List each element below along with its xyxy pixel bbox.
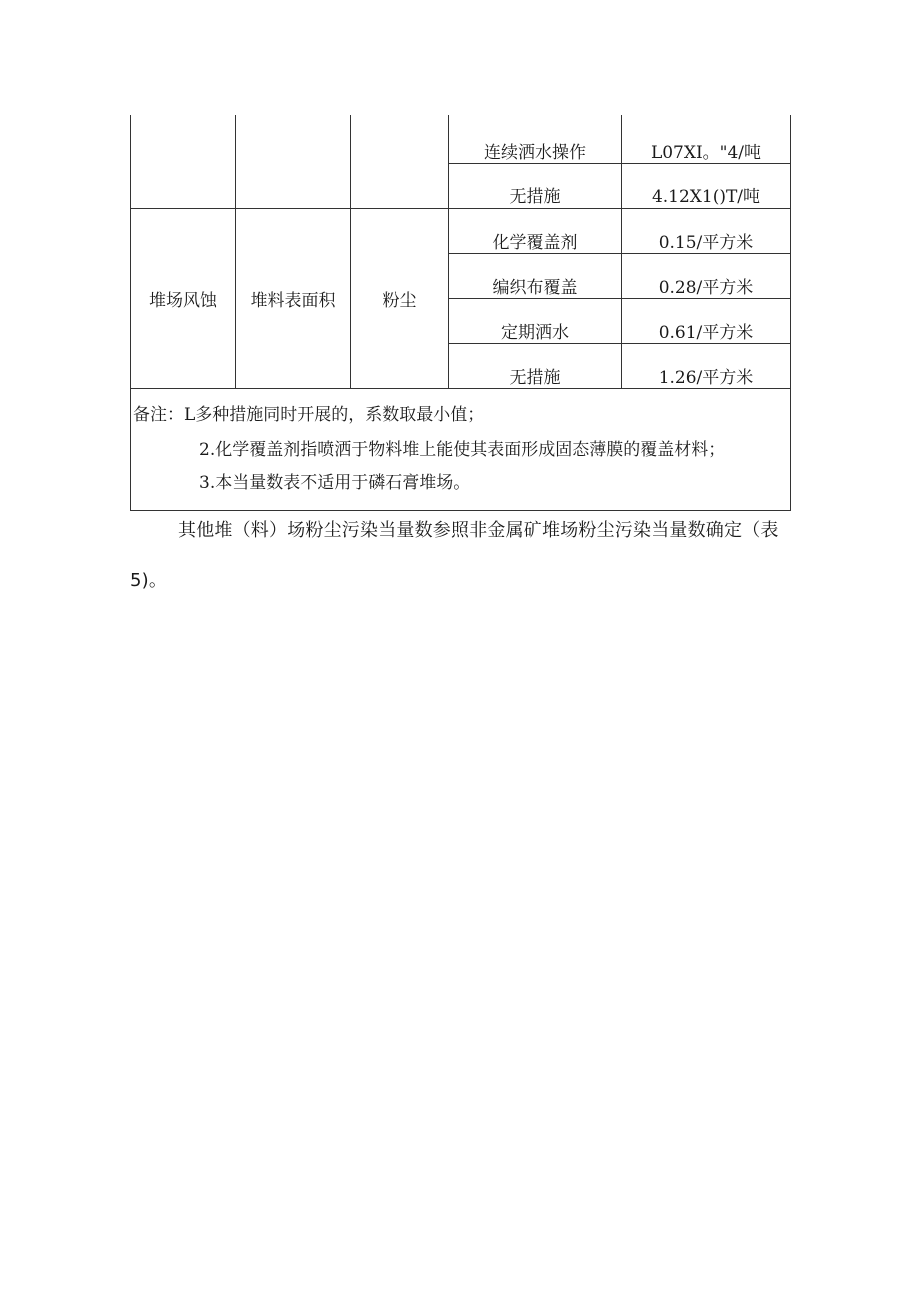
table-note: 备注：L多种措施同时开展的，系数取最小值； [133,405,485,425]
table-note: 2.化学覆盖剂指喷洒于物料堆上能使其表面形成固态薄膜的覆盖材料； [199,440,726,460]
table-cell-measure: 无措施 [509,186,561,207]
table-note: 3.本当量数表不适用于磷石膏堆场。 [199,473,471,493]
table-cell-value: 0.15/平方米 [658,233,754,253]
table-cell-pollutant: 粉尘 [382,291,417,311]
table-cell-measure: 编织布覆盖 [492,278,578,298]
table-cell-value: 0.61/平方米 [658,323,754,343]
table-cell-measure: 连续洒水操作 [484,142,586,163]
table-cell-measure: 化学覆盖剂 [492,233,578,253]
table-cell-value: L07XI。"4/吨 [650,142,762,163]
table-cell-value: 0.28/平方米 [658,278,754,298]
table-border-bottom [130,510,791,511]
body-paragraph-line: 5)。 [130,570,168,591]
table-cell-value: 1.26/平方米 [658,368,754,388]
table-cell-source: 堆场风蚀 [149,291,217,311]
table-cell-measure: 定期洒水 [501,323,569,343]
table-cell-measure: 无措施 [509,368,561,388]
body-paragraph-line: 其他堆（料）场粉尘污染当量数参照非金属矿堆场粉尘污染当量数确定（表 [178,520,779,541]
table-border-right [790,115,791,510]
table-cell-basis: 堆料表面积 [250,291,336,311]
table-cell-value: 4.12X1()T/吨 [651,186,761,207]
